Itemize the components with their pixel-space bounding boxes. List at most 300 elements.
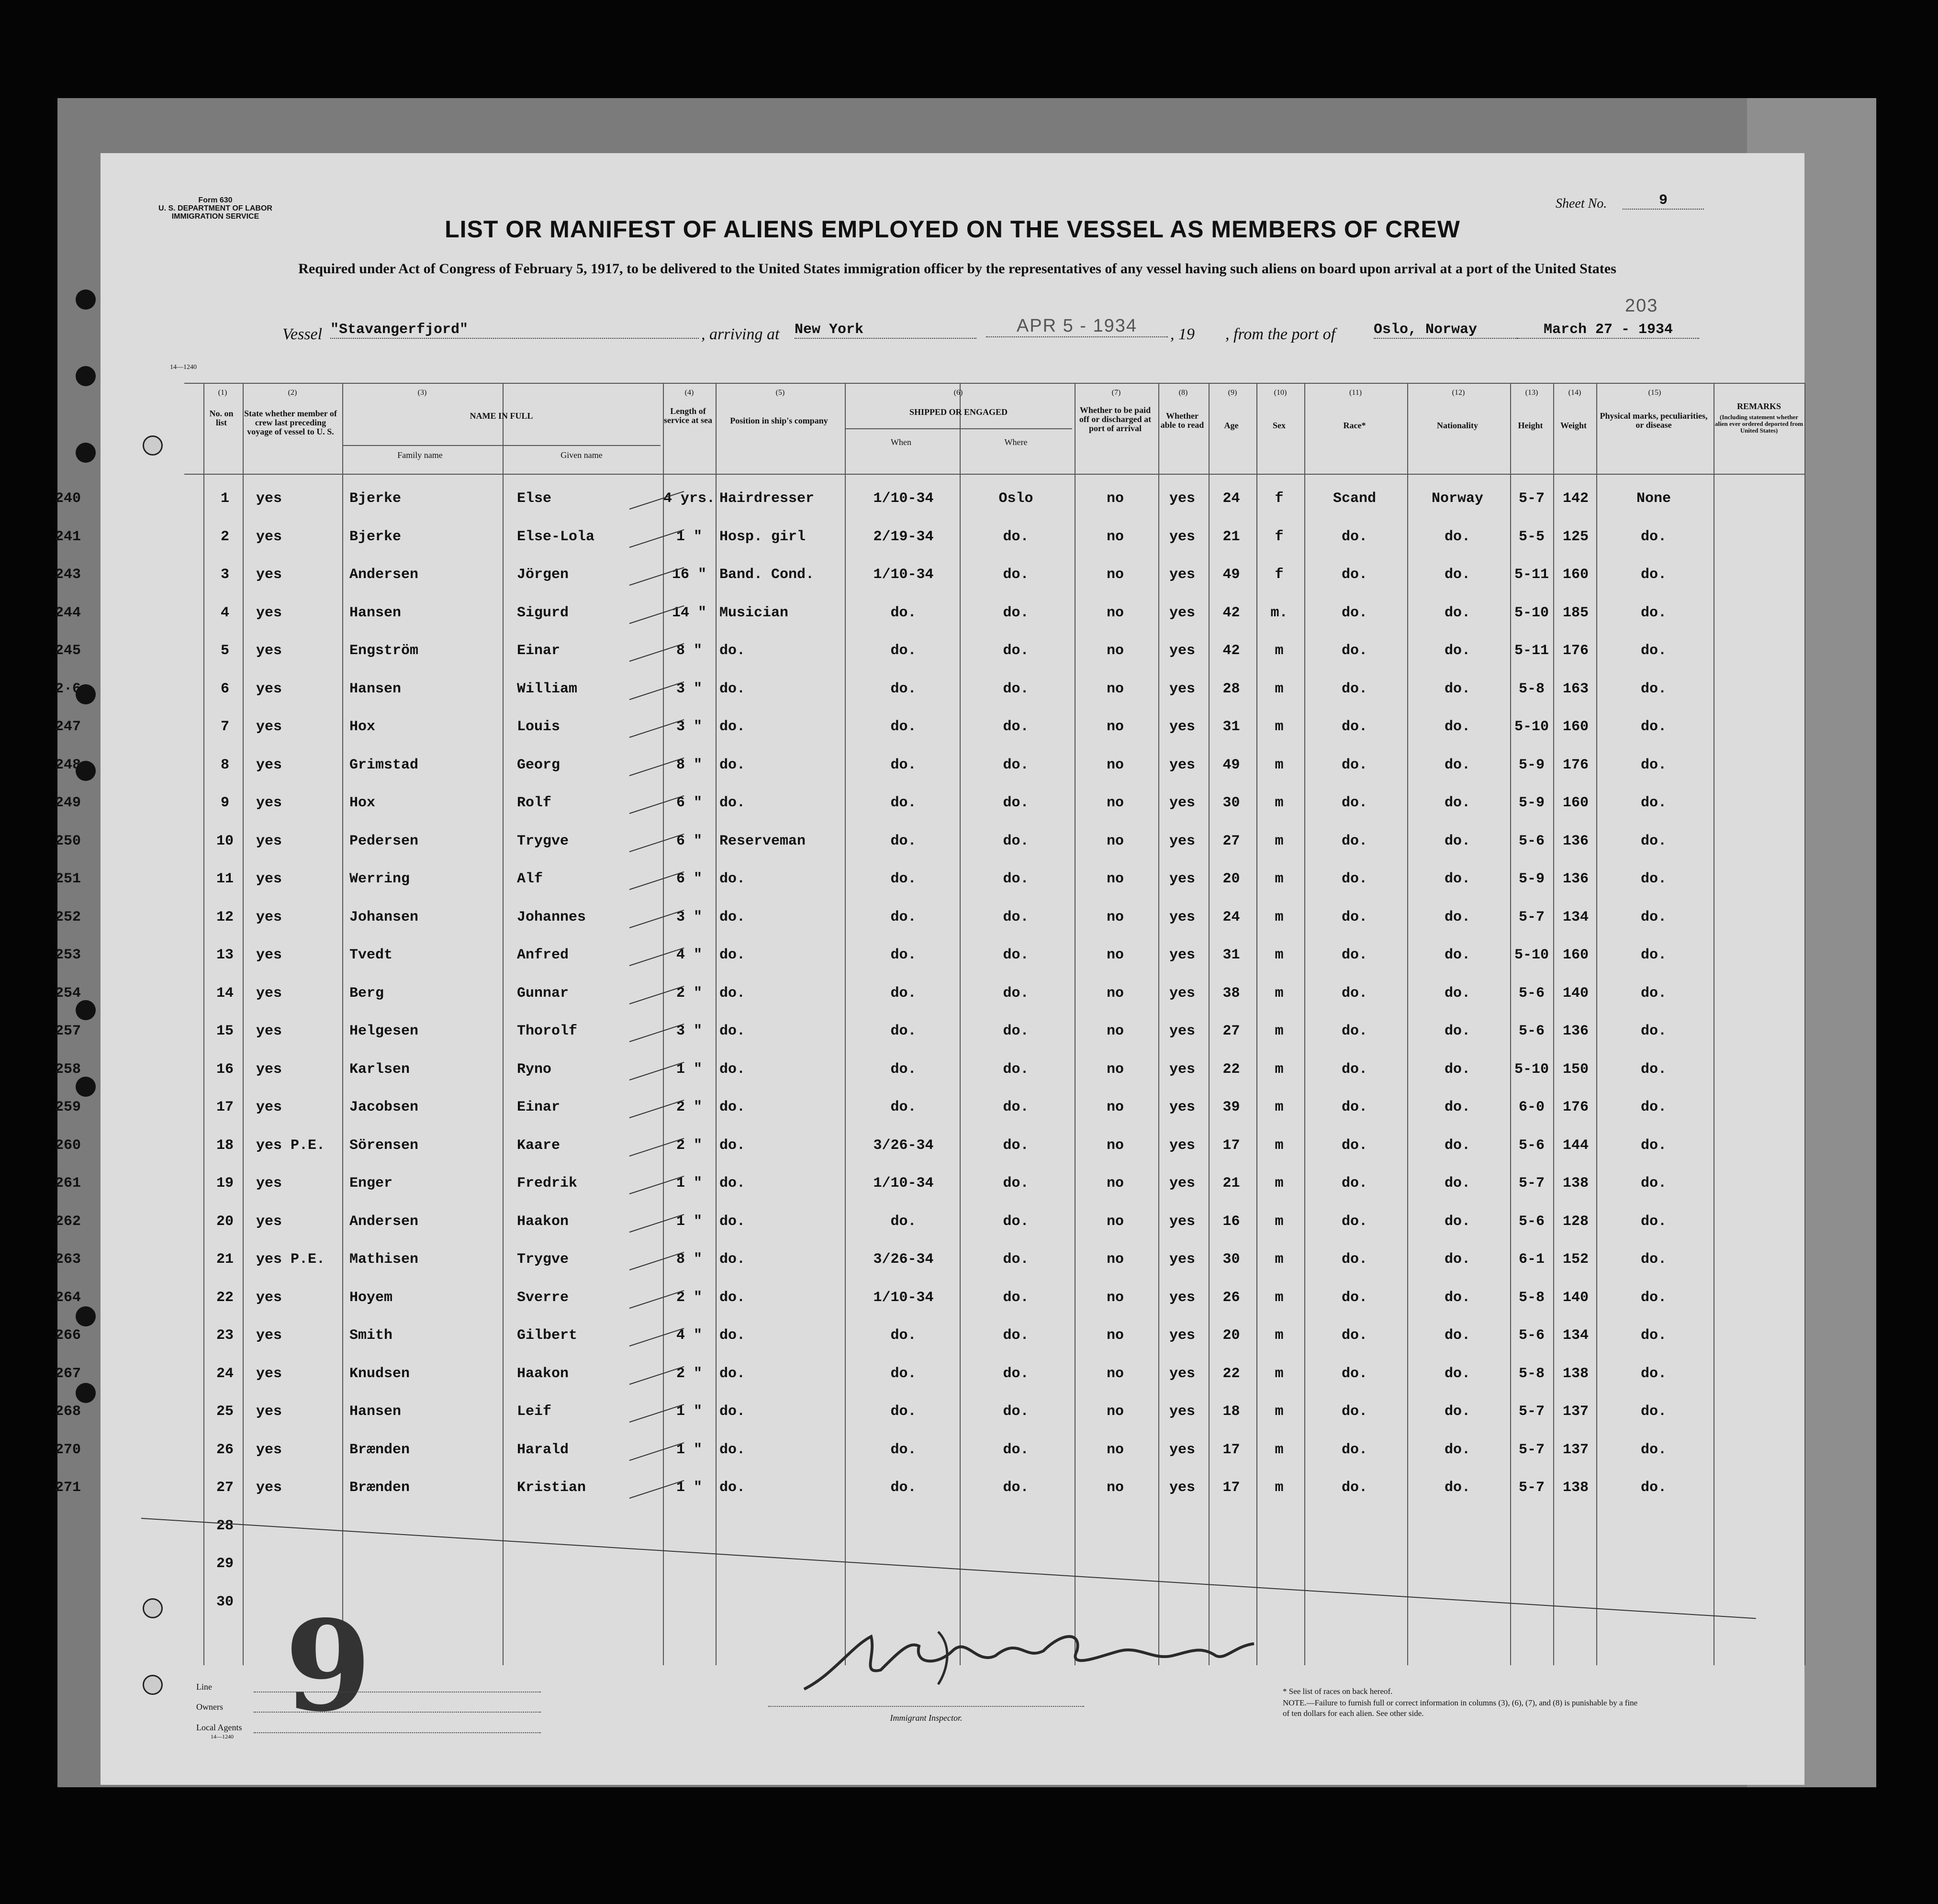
cell-age: 26 <box>1222 1289 1240 1306</box>
cell-shipped-when: 1/10-34 <box>873 490 934 507</box>
cell-race: do. <box>1341 795 1367 811</box>
cell-paid-off: no <box>1106 490 1124 507</box>
cell-paid-off: no <box>1106 1175 1124 1191</box>
header-position: Position in ship's company <box>730 416 828 425</box>
margin-page-number: 2·6 <box>55 680 81 697</box>
cell-paid-off: no <box>1106 567 1124 583</box>
cell-height: 5-7 <box>1518 1175 1545 1191</box>
cell-able-to-read: yes <box>1169 1289 1195 1306</box>
cell-ship-position: do. <box>719 871 746 887</box>
cell-given-name: Kaare <box>517 1137 560 1154</box>
cell-weight: 160 <box>1562 795 1589 811</box>
cell-race: do. <box>1341 1289 1367 1306</box>
cell-nationality: do. <box>1444 833 1470 849</box>
cell-shipped-when: do. <box>890 1327 917 1344</box>
table-row <box>55 904 1804 938</box>
cell-sex: m <box>1275 1441 1284 1458</box>
cell-weight: 140 <box>1562 985 1589 1002</box>
cell-weight: 176 <box>1562 643 1589 659</box>
cell-sex: m <box>1275 1365 1284 1382</box>
cell-given-name: Sverre <box>517 1289 569 1306</box>
cell-given-name: Kristian <box>517 1480 586 1496</box>
cell-shipped-where: do. <box>1003 1137 1029 1154</box>
margin-page-number: 271 <box>55 1480 81 1496</box>
cell-paid-off: no <box>1106 1213 1124 1230</box>
cell-service-length: 6 " <box>676 795 702 811</box>
cell-race: do. <box>1341 833 1367 849</box>
binder-hole-icon <box>76 443 96 463</box>
cell-family-name: Mathisen <box>349 1251 419 1268</box>
cell-row-number: 21 <box>216 1251 234 1268</box>
cell-shipped-when: do. <box>890 1061 917 1078</box>
cell-service-length: 4 " <box>676 947 702 963</box>
cell-family-name: Pedersen <box>349 833 419 849</box>
cell-service-length: 8 " <box>676 757 702 773</box>
cell-age: 22 <box>1222 1061 1240 1078</box>
cell-given-name: Thorolf <box>517 1023 578 1039</box>
column-number: (1) <box>218 389 227 397</box>
cell-age: 17 <box>1222 1441 1240 1458</box>
cell-service-length: 4 " <box>676 1327 702 1344</box>
margin-page-number: 245 <box>55 643 81 659</box>
header-sub-rule <box>845 428 1072 429</box>
cell-race: do. <box>1341 909 1367 925</box>
header-member-status: State whether member of crew last preceding voyage of vessel to U. S. <box>244 409 337 436</box>
cell-given-name: Jörgen <box>517 567 569 583</box>
cell-family-name: Smith <box>349 1327 393 1344</box>
inspector-label: Immigrant Inspector. <box>890 1713 963 1723</box>
cell-ship-position: do. <box>719 1480 746 1496</box>
cell-able-to-read: yes <box>1169 909 1195 925</box>
cell-height: 5-6 <box>1518 1023 1545 1039</box>
cell-family-name: Hoyem <box>349 1289 393 1306</box>
cell-row-number: 8 <box>220 757 229 773</box>
punch-hole-icon <box>143 1675 163 1695</box>
cell-height: 5-11 <box>1514 643 1549 659</box>
cell-shipped-when: do. <box>890 795 917 811</box>
cell-given-name: Harald <box>517 1441 569 1458</box>
margin-page-number: 253 <box>55 947 81 963</box>
cell-service-length: 14 " <box>672 604 706 621</box>
cell-given-name: Else-Lola <box>517 528 595 545</box>
cell-shipped-when: do. <box>890 947 917 963</box>
cell-ship-position: do. <box>719 1327 746 1344</box>
cell-race: do. <box>1341 528 1367 545</box>
cell-nationality: do. <box>1444 1213 1470 1230</box>
cell-ship-position: do. <box>719 1137 746 1154</box>
cell-sex: m <box>1275 1213 1284 1230</box>
header-no-on-list: No. on list <box>209 409 234 427</box>
cell-family-name: Bjerke <box>349 490 402 507</box>
cell-member-status: yes <box>256 1061 282 1078</box>
cell-age: 30 <box>1222 795 1240 811</box>
cell-sex: f <box>1275 490 1284 507</box>
cell-row-number: 13 <box>216 947 234 963</box>
margin-page-number: 261 <box>55 1175 81 1191</box>
header-bottom-rule <box>184 474 1804 475</box>
cell-shipped-where: do. <box>1003 1327 1029 1344</box>
cell-shipped-where: do. <box>1003 795 1029 811</box>
cell-physical-marks: do. <box>1640 947 1667 963</box>
cell-able-to-read: yes <box>1169 1023 1195 1039</box>
cell-family-name: Bjerke <box>349 528 402 545</box>
cell-nationality: do. <box>1444 871 1470 887</box>
cell-sex: m <box>1275 1175 1284 1191</box>
cell-service-length: 6 " <box>676 871 702 887</box>
cell-shipped-when: do. <box>890 1099 917 1115</box>
crew-table <box>55 364 1804 1665</box>
cell-age: 16 <box>1222 1213 1240 1230</box>
table-row <box>55 600 1804 634</box>
cell-row-number: 3 <box>220 567 229 583</box>
cell-service-length: 2 " <box>676 1289 702 1306</box>
cell-family-name: Grimstad <box>349 757 419 773</box>
cell-given-name: Haakon <box>517 1365 569 1382</box>
cell-member-status: yes <box>256 643 282 659</box>
cell-height: 6-0 <box>1518 1099 1545 1115</box>
cell-able-to-read: yes <box>1169 1441 1195 1458</box>
cell-age: 27 <box>1222 833 1240 849</box>
cell-shipped-when: do. <box>890 1213 917 1230</box>
cell-sex: m <box>1275 1480 1284 1496</box>
cell-height: 5-8 <box>1518 1289 1545 1306</box>
cell-weight: 163 <box>1562 680 1589 697</box>
cell-race: do. <box>1341 1441 1367 1458</box>
cell-age: 28 <box>1222 680 1240 697</box>
cell-sex: m <box>1275 643 1284 659</box>
margin-page-number: 266 <box>55 1327 81 1344</box>
cell-ship-position: do. <box>719 795 746 811</box>
cell-age: 18 <box>1222 1403 1240 1420</box>
cell-sex: f <box>1275 528 1284 545</box>
header-paid-off: Whether to be paid off or discharged at port of arrival <box>1079 405 1152 433</box>
vessel-name: "Stavangerfjord" <box>330 322 699 339</box>
cell-shipped-when: do. <box>890 604 917 621</box>
cell-physical-marks: do. <box>1640 757 1667 773</box>
page-subtitle: Required under Act of Congress of February 5, 1917, to be delivered to the United States immigration officer by the representatives of any vessel having such aliens on board upon arrival at a port of the United States <box>298 261 1616 277</box>
cell-weight: 136 <box>1562 871 1589 887</box>
empty-row-number: 30 <box>216 1593 234 1610</box>
cell-ship-position: Hosp. girl <box>719 528 806 545</box>
cell-shipped-when: do. <box>890 833 917 849</box>
sheet-number-label: Sheet No. <box>1556 196 1607 211</box>
cell-member-status: yes <box>256 1441 282 1458</box>
cell-family-name: Berg <box>349 985 384 1002</box>
cell-given-name: Einar <box>517 1099 560 1115</box>
cell-paid-off: no <box>1106 795 1124 811</box>
cell-service-length: 4 yrs. <box>663 490 716 507</box>
cell-physical-marks: do. <box>1640 604 1667 621</box>
margin-page-number: 244 <box>55 604 81 621</box>
cell-race: do. <box>1341 1480 1367 1496</box>
cell-shipped-where: do. <box>1003 604 1029 621</box>
cell-shipped-when: 1/10-34 <box>873 567 934 583</box>
punch-hole-icon <box>143 1598 163 1618</box>
department-name: U. S. DEPARTMENT OF LABOR <box>158 204 272 212</box>
column-number: (12) <box>1452 389 1465 397</box>
cell-shipped-when: 1/10-34 <box>873 1175 934 1191</box>
cell-race: do. <box>1341 604 1367 621</box>
departure-date: March 27 - 1934 <box>1517 322 1699 339</box>
cell-given-name: Gilbert <box>517 1327 578 1344</box>
cell-nationality: do. <box>1444 757 1470 773</box>
cell-service-length: 2 " <box>676 985 702 1002</box>
cell-height: 5-10 <box>1514 947 1549 963</box>
sheet-number-large: 9 <box>285 1593 371 1739</box>
header-when: When <box>891 437 911 447</box>
cell-height: 5-10 <box>1514 719 1549 735</box>
cell-row-number: 19 <box>216 1175 234 1191</box>
cell-paid-off: no <box>1106 1365 1124 1382</box>
cell-weight: 134 <box>1562 1327 1589 1344</box>
cell-physical-marks: do. <box>1640 985 1667 1002</box>
cell-height: 5-7 <box>1518 1480 1545 1496</box>
footer-line-label: Line <box>196 1682 212 1692</box>
header-remarks-note: (Including statement whether alien ever ordered deported from United States) <box>1714 413 1804 434</box>
column-number: (7) <box>1111 389 1121 397</box>
cell-height: 5-10 <box>1514 604 1549 621</box>
cell-sex: m <box>1275 1061 1284 1078</box>
cell-service-length: 3 " <box>676 680 702 697</box>
cell-height: 5-9 <box>1518 795 1545 811</box>
cell-ship-position: do. <box>719 947 746 963</box>
races-note: * See list of races on back hereof. <box>1283 1687 1393 1696</box>
cell-nationality: do. <box>1444 1365 1470 1382</box>
cell-age: 24 <box>1222 490 1240 507</box>
binder-hole-icon <box>76 1077 96 1097</box>
table-row <box>55 638 1804 671</box>
cell-physical-marks: do. <box>1640 833 1667 849</box>
cell-height: 5-5 <box>1518 528 1545 545</box>
cell-height: 5-6 <box>1518 1213 1545 1230</box>
margin-page-number: 257 <box>55 1023 81 1039</box>
cell-member-status: yes <box>256 567 282 583</box>
form-number: Form 630 <box>198 196 233 204</box>
cell-age: 20 <box>1222 871 1240 887</box>
footer-agents-label: Local Agents <box>196 1723 242 1732</box>
master-signature <box>795 1617 1297 1699</box>
margin-page-number: 249 <box>55 795 81 811</box>
margin-page-number: 259 <box>55 1099 81 1115</box>
cell-paid-off: no <box>1106 1251 1124 1268</box>
form-code: 14—1240 <box>170 364 197 371</box>
cell-paid-off: no <box>1106 643 1124 659</box>
cell-nationality: do. <box>1444 1099 1470 1115</box>
cell-sex: m <box>1275 985 1284 1002</box>
cell-weight: 138 <box>1562 1175 1589 1191</box>
cell-sex: m <box>1275 795 1284 811</box>
cell-row-number: 25 <box>216 1403 234 1420</box>
column-number: (13) <box>1525 389 1538 397</box>
cell-physical-marks: do. <box>1640 1289 1667 1306</box>
column-divider <box>1804 383 1805 1665</box>
cell-shipped-when: do. <box>890 1441 917 1458</box>
cell-given-name: Gunnar <box>517 985 569 1002</box>
margin-page-number: 268 <box>55 1403 81 1420</box>
cell-physical-marks: do. <box>1640 1403 1667 1420</box>
cell-weight: 138 <box>1562 1480 1589 1496</box>
margin-page-number: 247 <box>55 719 81 735</box>
cell-ship-position: do. <box>719 1023 746 1039</box>
cell-paid-off: no <box>1106 1327 1124 1344</box>
cell-paid-off: no <box>1106 1289 1124 1306</box>
cell-family-name: Hox <box>349 719 376 735</box>
cell-family-name: Knudsen <box>349 1365 410 1382</box>
cell-able-to-read: yes <box>1169 871 1195 887</box>
empty-row-number: 29 <box>216 1556 234 1572</box>
cell-service-length: 1 " <box>676 1441 702 1458</box>
cell-race: do. <box>1341 1137 1367 1154</box>
cell-shipped-where: do. <box>1003 1365 1029 1382</box>
cell-service-length: 8 " <box>676 1251 702 1268</box>
table-row <box>55 1437 1804 1470</box>
cell-ship-position: Reserveman <box>719 833 806 849</box>
margin-page-number: 243 <box>55 567 81 583</box>
cell-race: do. <box>1341 947 1367 963</box>
cell-race: do. <box>1341 1023 1367 1039</box>
cell-member-status: yes <box>256 1289 282 1306</box>
cell-shipped-when: 3/26-34 <box>873 1251 934 1268</box>
cell-height: 5-7 <box>1518 909 1545 925</box>
cell-family-name: Karlsen <box>349 1061 410 1078</box>
cell-row-number: 23 <box>216 1327 234 1344</box>
cell-race: do. <box>1341 1061 1367 1078</box>
cell-race: do. <box>1341 719 1367 735</box>
cell-member-status: yes <box>256 795 282 811</box>
cell-ship-position: do. <box>719 643 746 659</box>
cell-shipped-where: Oslo <box>998 490 1033 507</box>
cell-physical-marks: do. <box>1640 1251 1667 1268</box>
column-number: (6) <box>953 389 963 397</box>
cancellation-line <box>141 1518 1756 1619</box>
cell-race: do. <box>1341 680 1367 697</box>
header-height: Height <box>1518 421 1543 430</box>
header-weight: Weight <box>1560 421 1587 430</box>
cell-ship-position: do. <box>719 1213 746 1230</box>
page-stamp-number: 203 <box>1625 296 1658 316</box>
cell-nationality: do. <box>1444 680 1470 697</box>
margin-page-number: 250 <box>55 833 81 849</box>
cell-able-to-read: yes <box>1169 1137 1195 1154</box>
cell-weight: 176 <box>1562 1099 1589 1115</box>
cell-shipped-when: do. <box>890 1403 917 1420</box>
cell-nationality: do. <box>1444 795 1470 811</box>
cell-race: do. <box>1341 1099 1367 1115</box>
column-number: (2) <box>288 389 297 397</box>
cell-service-length: 1 " <box>676 1403 702 1420</box>
cell-nationality: do. <box>1444 1403 1470 1420</box>
cell-family-name: Andersen <box>349 567 419 583</box>
cell-family-name: Jacobsen <box>349 1099 419 1115</box>
table-row <box>55 562 1804 595</box>
cell-nationality: do. <box>1444 947 1470 963</box>
cell-weight: 128 <box>1562 1213 1589 1230</box>
cell-member-status: yes <box>256 833 282 849</box>
cell-able-to-read: yes <box>1169 567 1195 583</box>
header-physical-marks: Physical marks, peculiarities, or disease <box>1600 411 1708 430</box>
cell-sex: m <box>1275 833 1284 849</box>
margin-page-number: 262 <box>55 1213 81 1230</box>
cell-sex: m <box>1275 1023 1284 1039</box>
cell-height: 5-7 <box>1518 490 1545 507</box>
cell-physical-marks: do. <box>1640 871 1667 887</box>
cell-sex: m <box>1275 947 1284 963</box>
header-length-service: Length of service at sea <box>664 406 712 425</box>
cell-member-status: yes <box>256 1365 282 1382</box>
cell-able-to-read: yes <box>1169 680 1195 697</box>
cell-row-number: 17 <box>216 1099 234 1115</box>
cell-able-to-read: yes <box>1169 604 1195 621</box>
cell-sex: m <box>1275 1251 1284 1268</box>
cell-shipped-where: do. <box>1003 567 1029 583</box>
cell-nationality: do. <box>1444 1137 1470 1154</box>
cell-sex: m <box>1275 909 1284 925</box>
header-given-name: Given name <box>560 450 603 460</box>
cell-physical-marks: do. <box>1640 1061 1667 1078</box>
cell-height: 5-6 <box>1518 985 1545 1002</box>
margin-page-number: 240 <box>55 490 81 507</box>
cell-shipped-where: do. <box>1003 1099 1029 1115</box>
cell-ship-position: do. <box>719 985 746 1002</box>
cell-shipped-where: do. <box>1003 719 1029 735</box>
column-number: (8) <box>1178 389 1188 397</box>
vessel-label: Vessel <box>282 325 323 343</box>
cell-ship-position: do. <box>719 1251 746 1268</box>
binder-hole-icon <box>76 366 96 386</box>
cell-shipped-where: do. <box>1003 1480 1029 1496</box>
cell-member-status: yes <box>256 757 282 773</box>
cell-service-length: 8 " <box>676 643 702 659</box>
cell-member-status: yes <box>256 985 282 1002</box>
cell-given-name: Haakon <box>517 1213 569 1230</box>
cell-height: 5-7 <box>1518 1403 1545 1420</box>
cell-given-name: Georg <box>517 757 560 773</box>
cell-physical-marks: do. <box>1640 567 1667 583</box>
inspector-signature-line <box>768 1706 1084 1707</box>
table-row <box>55 866 1804 900</box>
cell-height: 5-8 <box>1518 680 1545 697</box>
cell-nationality: do. <box>1444 1061 1470 1078</box>
column-number: (9) <box>1228 389 1237 397</box>
cell-shipped-when: do. <box>890 909 917 925</box>
cell-given-name: Trygve <box>517 833 569 849</box>
cell-member-status: yes <box>256 909 282 925</box>
header-sex: Sex <box>1273 421 1286 430</box>
cell-able-to-read: yes <box>1169 1365 1195 1382</box>
cell-nationality: do. <box>1444 719 1470 735</box>
cell-shipped-where: do. <box>1003 1289 1029 1306</box>
cell-nationality: do. <box>1444 1327 1470 1344</box>
cell-height: 5-9 <box>1518 871 1545 887</box>
margin-page-number: 270 <box>55 1441 81 1458</box>
cell-row-number: 16 <box>216 1061 234 1078</box>
cell-sex: m <box>1275 1289 1284 1306</box>
cell-age: 20 <box>1222 1327 1240 1344</box>
margin-page-number: 254 <box>55 985 81 1002</box>
header-where: Where <box>1004 437 1028 447</box>
cell-row-number: 27 <box>216 1480 234 1496</box>
cell-given-name: Fredrik <box>517 1175 578 1191</box>
cell-age: 21 <box>1222 528 1240 545</box>
cell-nationality: do. <box>1444 1480 1470 1496</box>
binder-hole-icon <box>76 1000 96 1020</box>
cell-nationality: do. <box>1444 643 1470 659</box>
cell-given-name: Leif <box>517 1403 552 1420</box>
cell-able-to-read: yes <box>1169 1480 1195 1496</box>
cell-race: do. <box>1341 643 1367 659</box>
cell-member-status: yes <box>256 1327 282 1344</box>
cell-physical-marks: do. <box>1640 795 1667 811</box>
